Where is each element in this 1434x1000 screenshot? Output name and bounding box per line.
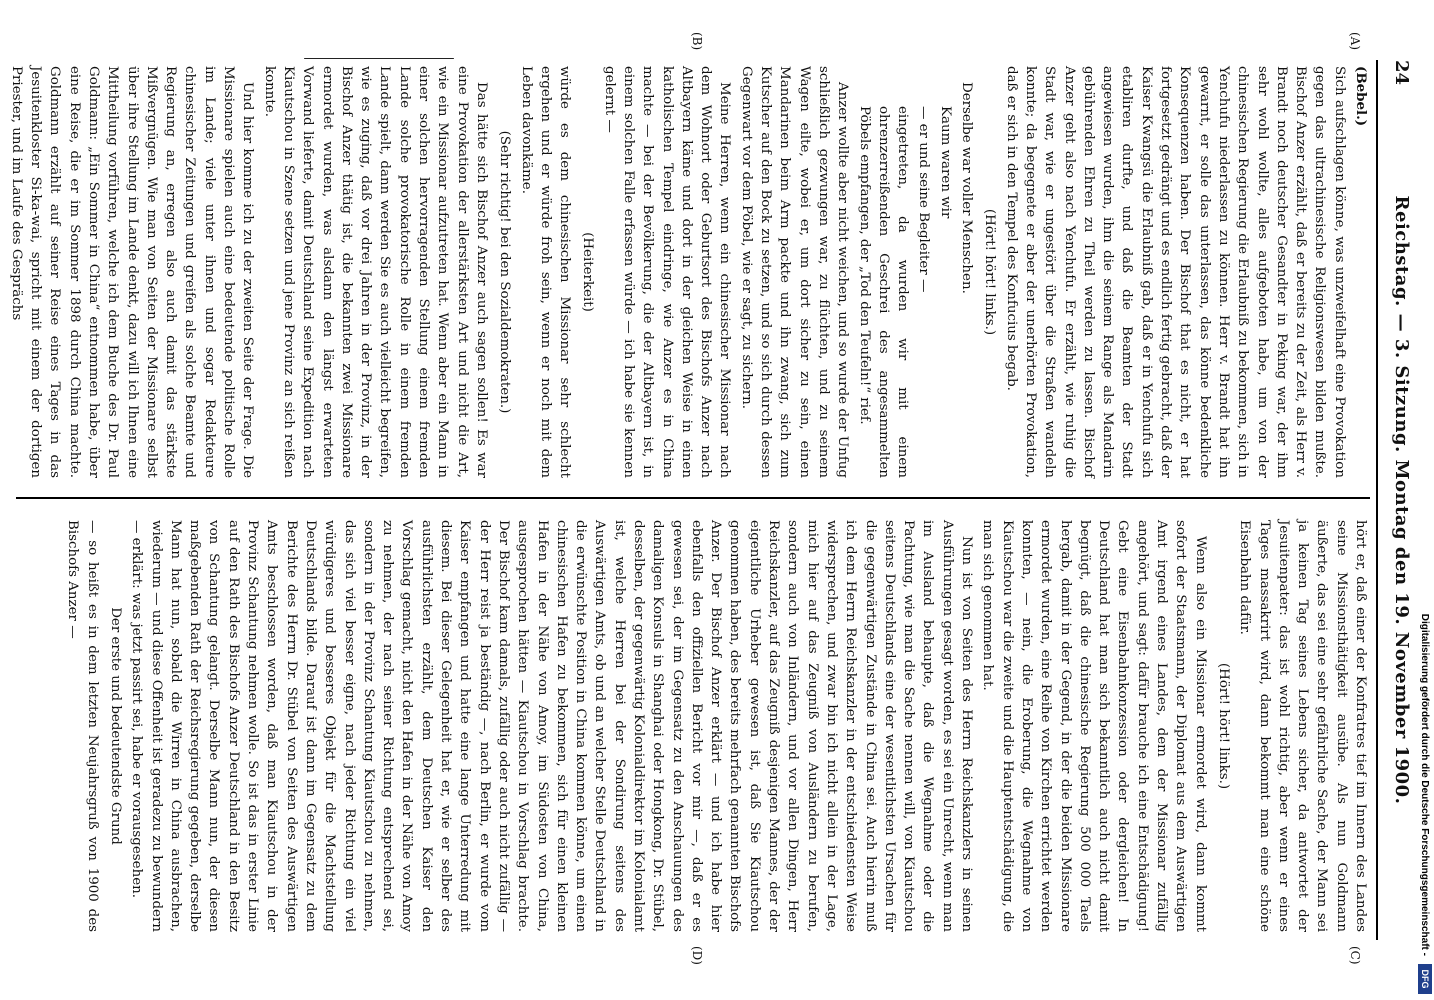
margin-mark-b: (B): [690, 32, 704, 51]
page-number: 24: [1391, 60, 1412, 86]
interjection: (Sehr richtig! bei den Sozialdemokraten.): [497, 130, 513, 414]
left-paragraph-2: Derselbe war voller Menschen.: [959, 82, 975, 294]
right-paragraph-5: — so heißt es in dem letzten Neujahrsgruß von 1900 des Bischofs Anzer —: [65, 520, 100, 932]
interjection: (Hört! hört! links.): [982, 208, 998, 336]
speaker-label: (Bebel.): [1353, 66, 1369, 127]
column-divider: [16, 497, 1370, 499]
page-header: [1380, 60, 1420, 940]
running-title: Reichstag. — 3. Sitzung. Montag den 19. November 1900.: [1391, 195, 1412, 805]
dfg-logo: DFG: [1418, 964, 1432, 994]
right-paragraph-3: Nun ist von Seiten des Herrn Reichskanzlers in seinen Ausführungen gesagt worden, es sei ein Unrecht, wenn man im Ausland behaupte, daß die Wegnahme oder die Pachtung, wie man die Sache nennen will, von Kiautschou seitens Deutschlands eine der wesentlichsten Ursachen für die gegenwärtigen Zustände in China sei. Auch hierin muß ich dem Herrn Reichskanzler in der entschiedensten Weise widersprechen, und zwar bin ich nicht allein in der Lage, mich hier auf das Zeugniß von Ausländern zu berufen, sondern auch von Inländern, und vor allen Dingen, Herr Reichskanzler, auf das Zeugniß desjenigen Mannes, der der eigentliche Urheber gewesen ist, daß Sie Kiautschou genommen haben, des bereits mehrfach genannten Bischofs Anzer. Der Bischof Anzer erklärt — und ich habe hier ebenfalls den offiziellen Bericht vor mir —, daß er es gewesen sei, der im Gegensatz zu den Anschauungen des damaligen Konsuls in Shanghai oder Hongkong, Dr. Stübel, desselben, der gegenwärtig Kolonialdirektor im Kolonialamt ist, welche Herren bei der Sondirung seitens des Auswärtigen Amts, ob und an welcher Stelle Deutschland in die erwünschte Position in China kommen könne, um einen chinesischen Hafen zu bekommen, sich für einen kleinen Hafen in der Nähe von Amoy, im Südosten von China, ausgesprochen hätten — Kiautschou in Vorschlag brachte. Der Bischof kam damals, zufällig oder auch nicht zufällig — der Herr reist ja beständig —, nach Berlin, er wurde vom Kaiser empfangen und hatte eine lange Unterredung mit diesem. Bei dieser Gelegenheit hat er, wie er selber des ausführlichsten erzählt, dem Deutschen Kaiser den Vorschlag gemacht, nicht den Hafen in der Nähe von Amoy zu nehmen, der nach seiner Richtung entsprechend sei, sondern in der Provinz Schantung Kiautschou zu nehmen, das sich viel besser eigne, nach jeder Richtung ein viel würdigeres und besseres Objekt für die Machtstellung Deutschlands bilde. Darauf ist dann im Gegensatz zu dem Berichte des Herrn Dr. Stübel von Seiten des Auswärtigen Amts beschlossen worden, daß man Kiautschou in der Provinz Schantung nehmen wolle. So ist das in erster Linie auf den Rath des Bischofs Anzer Deutschland in den Besitz von Schantung gelangt. Derselbe Mann nun, der diesen maßgebenden Rath der Reichsregierung gegeben, derselbe Mann hat nun, sobald die Wirren in China ausbrachen, wiederum — und diese Offenheit ist geradezu zu bewundern — erklärt: was jetzt passirt sei, habe er vorausgesehen.: [129, 520, 975, 932]
margin-mark-a: (A): [1348, 32, 1362, 51]
interjection: (Hört! hört! links.): [1215, 662, 1231, 790]
header-rule: [1376, 60, 1378, 940]
margin-mark-c: (C): [1348, 946, 1362, 965]
left-paragraph-4: Meine Herren, wenn ein chinesischer Missionar nach dem Wohnort oder Geburtsort des Bischofs Anzer nach Altbayern käme und dort in der gleichen Weise in einen katholischen Tempel eindringe, wie Anzer es in China machte — bei der Bevölkerung, die der Altbayern ist, in einem solchen Falle erfassen würde — ich habe sie kennen gelernt —: [601, 66, 733, 478]
right-paragraph-4: Der erste und bedeutendste Grund: [108, 607, 123, 845]
verse-line-1: Kaum waren wir: [937, 106, 953, 219]
left-column: [8, 66, 1370, 478]
left-paragraph-7: Und hier komme ich zu der zweiten Seite der Frage. Die Missionare spielen auch eine bedeutende politische Rolle im Lande; viele unter ihnen und sogar Redakteure chinesischer Zeitungen und greifen als solche Beamte und Regierung an, erregen also auch damit das stärkste Mißvergnügen. Wie man von Seiten der Missionare selbst über ihre Stellung im Lande denkt, dazu will ich Ihnen eine Mittheilung vorführen, welche ich dem Buche des Dr. Paul Goldmann: „Ein Sommer in China“ entnommen habe, über eine Reise, die er im Sommer 1898 durch China machte. Goldmann erzählt auf seiner Reise eines Tages in das Jesuitenkloster Si-ka-wai, spricht mit einem der dortigen Priester, und im Laufe des Gesprächs: [8, 66, 256, 478]
left-paragraph-6: Das hätte sich Bischof Anzer auch sagen sollen! Es war eine Provokation der allerstärksten Art und nicht die Art, wie ein Missionar aufzutreten hat. Wenn aber ein Mann in einer solchen hervorragenden Stellung einem fremden Lande solche provokatorische Rolle in einem fremden Lande spielt, dann werden Sie es auch vielleicht begreifen, wie es zuging, daß vor drei Jahren in der Provinz, in der Bischof Anzer thätig ist, die bekannten zwei Missionare ermordet wurden, was alsdann den längst erwarteten Vorwand lieferte, damit Deutschland seine Expedition nach Kiautschou in Szene setzen und jene Provinz an sich reißen konnte.: [261, 66, 489, 478]
margin-mark-d: (D): [690, 946, 704, 965]
right-paragraph-1: hört er, daß einer der Konfratres tief im Innern des Landes seine Missionsthätigkeit ausübe. Als nun Goldmann äußerte, das sei eine sehr gefährliche Sache, der Mann sei ja keinen Tag seines Lebens sicher, da antwortet der Jesuitenpater: das ist wohl richtig, aber wenn er eines Tages massakrirt wird, dann bekommt man eine schöne Eisenbahn dafür.: [1237, 520, 1368, 932]
left-paragraph-3: Anzer wollte aber nicht weichen, und so wurde der Unfug schließlich gezwungen war, zu flüchten, und zu seinem Wagen eilte, wobei er, um dort sicher zu sein, einen Mandarinen beim Arm packte und ihn zwang, sich zum Kutscher auf den Bock zu setzen, und so sich durch dessen Gegenwart vor dem Pöbel, wie er sagt, zu sichern.: [738, 66, 851, 478]
right-column: [16, 520, 1370, 932]
verse-line-2: — er und seine Begleiter —: [916, 106, 932, 293]
handwritten-bracket: [304, 58, 454, 59]
right-paragraph-2: Wenn also ein Missionar ermordet wird, dann kommt sofort der Staatsmann, der Diplomat aus dem Auswärtigen Amt irgend eines Landes, dem der Missionar zufällig angehört, und sagt: dafür brauche ich eine Entschädigung! Gebt eine Eisenbahnkonzession oder dergleichen! In Deutschland hat man sich bekanntlich auch nicht damit begnügt, daß die chinesische Regierung 500 000 Taels hergab, damit in der Gegend, in der die beiden Missionare ermordet wurden, eine Reihe von Kirchen errichtet werden konnten, — nein, die Eroberung, die Wegnahme von Kiautschou war die zweite und die Hauptentschädigung, die man sich genommen hat.: [980, 520, 1208, 932]
interjection: (Heiterkeit): [580, 232, 596, 312]
left-paragraph-5: würde es dem chinesischen Missionar sehr schlecht ergehen und er würde froh sein, wenn er noch mit dem Leben davonkäme.: [518, 66, 573, 478]
left-paragraph-1: Sich aufschlagen könne, was unzweifelhaft eine Provokation gegen das ultrachinesische Religionswesen bilden mußte. Bischof Anzer erzählt, daß er bereits zu der Zeit, als Herr v. Brandt noch deutscher Gesandter in Peking war, der ihm sehr wohl wollte, alles aufgeboten habe, um von der chinesischen Regierung die Erlaubniß zu bekommen, sich in Yenchufu niederlassen zu können. Herr v. Brandt hat ihn gewarnt, er solle das unterlassen, das könne bedenkliche Konsequenzen haben. Der Bischof that es nicht, er hat fortgesetzt gedrängt und es endlich fertig gebracht, daß der Kaiser Kwangsü die Erlaubniß gab, daß er in Yenchufu sich etabliren durfte, und daß die Beamten der Stadt angewiesen wurden, ihm die seinem Range als Mandarin gebührenden Ehren zu Theil werden zu lassen. Bischof Anzer geht also nach Yenchufu. Er erzählt, wie ruhig die Stadt war, wie er ungestört über die Straßen wandeln konnte; da begegnete er aber der unerhörten Provokation, daß er sich in den Tempel des Konfucius begab.: [1003, 66, 1347, 478]
attribution-text: Digitalisierung gefördert durch die Deutsche Forschungsgemeinschaft -: [1419, 613, 1430, 956]
verse-line-3: eingetreten, da wurden wir mit einem ohrenzerreißenden Geschrei des angesammelten Pöbels empfangen, der „Tod den Teufeln!“ rief.: [856, 106, 911, 478]
